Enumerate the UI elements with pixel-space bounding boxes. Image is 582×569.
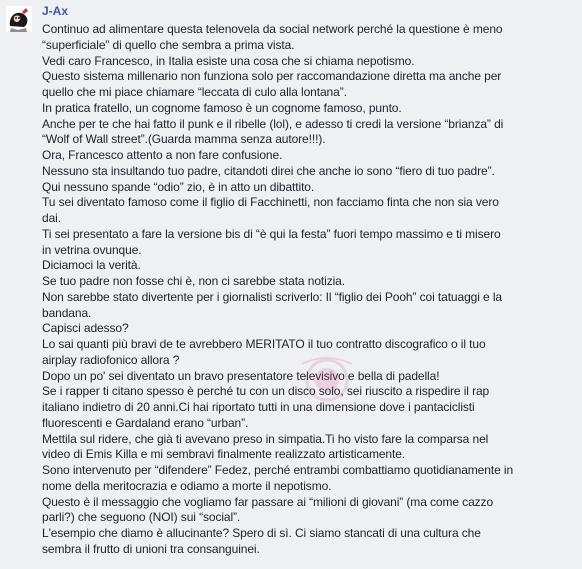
comment-text-line: Tu sei diventato famoso come il figlio di Facchinetti, non facciamo finta che non sia vero: [42, 195, 499, 210]
comment-text-line: Sono intervenuto per “difendere” Fedez, perché entrambi combattiamo quotidianamente in: [42, 463, 514, 477]
comment-text-line: Ti sei presentato a fare la versione bis di “è qui la festa” fuori tempo massimo e ti misero: [42, 226, 501, 241]
comment-text-line: sembra il frutto di unioni tra consanguinei.: [42, 541, 260, 556]
comment-text-line: in vetrina ovunque.: [42, 242, 142, 257]
comment-text-line: Continuo ad alimentare questa telenovela da social network perché la questione è meno: [42, 22, 503, 36]
comment-text-line: Mettila sul ridere, che già ti avevano preso in simpatia.Ti ho visto fare la comparsa nel: [42, 431, 489, 446]
comment-text-line: Vedi caro Francesco, in Italia esiste una cosa che si chiama nepotismo.: [42, 53, 415, 68]
author-avatar[interactable]: [6, 6, 32, 32]
comment-text-line: “superficiale” di quello che sembra a prima vista.: [42, 37, 295, 52]
comment-text-line: Questo è il messaggio che vogliamo far passare ai “milioni di giovani” (ma come cazzo: [42, 494, 494, 509]
comment-text-line: italiano indietro di 20 anni.Ci hai riportato tutti in una dimensione dove i pantaciclisti: [42, 400, 475, 414]
comment-text-line: dai.: [42, 211, 61, 225]
comment-text-line: Ora, Francesco attento a non fare confusione.: [42, 148, 283, 162]
author-name-link[interactable]: J-Ax: [42, 4, 69, 18]
comment-text-line: parli?) che seguono (NOI) sui “social”.: [42, 510, 241, 525]
comment-text-line: video di Emis Killa e mi sembravi finalmente realizzato artisticamente.: [42, 447, 406, 462]
comment-body: [42, 22, 578, 558]
comment-text-line: airplay radiofonico allora ?: [42, 352, 180, 367]
comment-text-line: Dopo un po' sei diventato un bravo presentatore televisivo e bella di padella!: [42, 368, 440, 383]
avatar-caricature-icon: [6, 6, 32, 32]
comment-text-line: Questo sistema millenario non funziona solo per raccomandazione diretta ma anche per: [42, 69, 502, 84]
comment-text-line: Lo sai quanti più bravi de te avrebbero MERITATO il tuo contratto discografico o il tuo: [42, 337, 486, 351]
comment-text-line: Se i rapper ti citano spesso è perché tu con un disco solo, sei riuscito a rispedire il rap: [42, 384, 490, 399]
comment-text-line: Se tuo padre non fosse chi è, non ci sarebbe stata notizia.: [42, 274, 345, 288]
comment-text-line: Diciamoci la verità.: [42, 258, 141, 273]
comment-text-line: quello che mi piace chiamare “leccata di culo alla lontana”.: [42, 85, 347, 99]
comment-text-line: bandana.: [42, 305, 92, 320]
comment-text-line: Qui nessuno spande “odio” zio, è in atto un dibattito.: [42, 179, 315, 194]
comment-text-line: nome della meritocrazia e odiamo a morte il nepotismo.: [42, 478, 332, 493]
comment-text-line: L'esempio che diamo è allucinante? Spero di sì. Ci siamo stancati di una cultura che: [42, 526, 481, 540]
comment-text-line: Nessuno sta insultando tuo padre, citandoti direi che anche io sono “fiero di tuo padre”.: [42, 163, 495, 178]
comment-text-line: Capisci adesso?: [42, 321, 129, 336]
comment-text-line: In pratica fratello, un cognome famoso è un cognome famoso, punto.: [42, 100, 402, 115]
comment-text-line: Anche per te che hai fatto il punk e il ribelle (lol), e adesso ti credi la versione “brianza” di: [42, 116, 504, 131]
comment-text-line: “Wolf of Wall street”.(Guarda mamma senza autore!!!).: [42, 132, 326, 147]
comment-text-line: Non sarebbe stato divertente per i giornalisti scriverlo: Il “figlio dei Pooh” coi tatuaggi e la: [42, 289, 502, 304]
comment-text-line: fluorescenti e Gardaland erano “urban”.: [42, 415, 249, 430]
